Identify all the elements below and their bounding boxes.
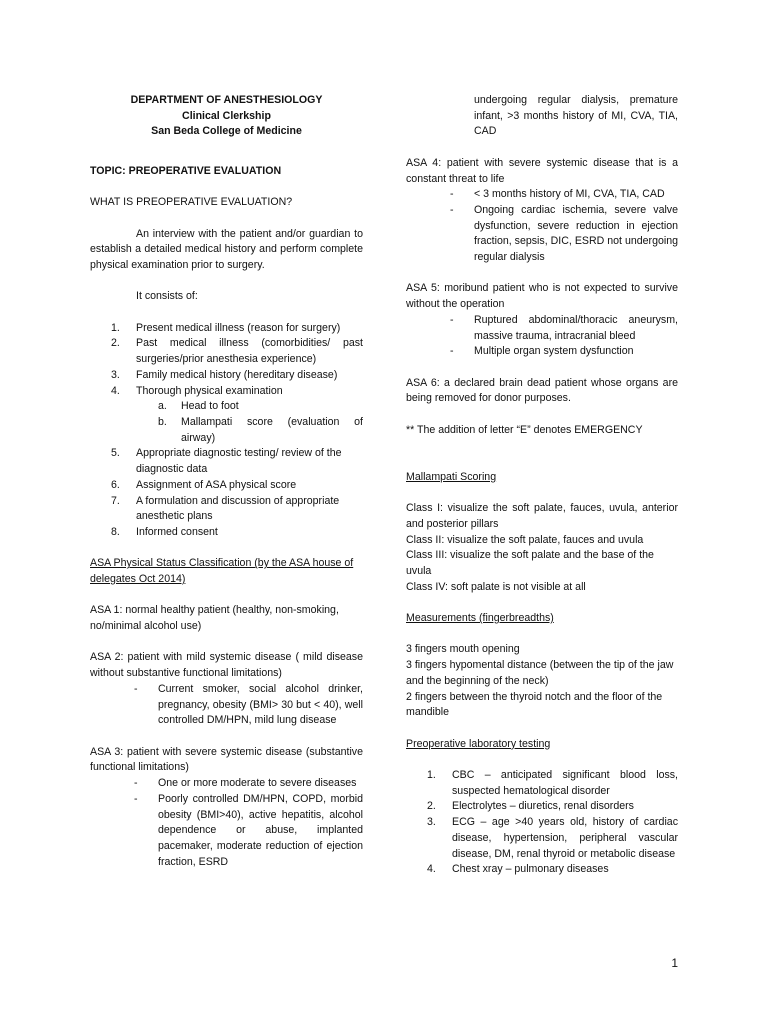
asa2-text: ASA 2: patient with mild systemic disease ( mild disease without substantive functional limitations) <box>90 651 363 680</box>
lab-heading: Preoperative laboratory testing <box>406 737 551 750</box>
list-item: 5. Appropriate diagnostic testing/ review of the diagnostic data <box>111 447 342 476</box>
list-item: - Multiple organ system dysfunction <box>450 345 634 358</box>
asa5-list <box>406 313 678 360</box>
list-item: 8. Informed consent <box>111 525 218 538</box>
asa4-list <box>406 187 678 266</box>
list-item: 3. Family medical history (hereditary disease) <box>111 368 338 381</box>
mallampati-heading: Mallampati Scoring <box>406 470 497 483</box>
list-item: 6. Assignment of ASA physical score <box>111 478 297 491</box>
clerkship-title: Clinical Clerkship <box>182 109 271 122</box>
list-item: b. Mallampati score (evaluation of airway) <box>158 415 363 444</box>
question-heading: WHAT IS PREOPERATIVE EVALUATION? <box>90 196 293 209</box>
right-column <box>406 93 678 878</box>
list-item: 2. Past medical illness (comorbidities/ past surgeries/prior anesthesia experience) <box>111 337 363 366</box>
mallampati-class-3: Class III: visualize the soft palate and the base of the uvula <box>406 549 654 577</box>
list-item: - Ongoing cardiac ischemia, severe valve dysfunction, severe reduction in ejection fraction, sepsis, DIC, ESRD not undergoing regular dialysis <box>450 203 678 264</box>
list-item: 1. Present medical illness (reason for surgery) <box>111 321 341 334</box>
list-item: 3. ECG – age >40 years old, history of cardiac disease, hypertension, peripheral vascular disease, DM, renal thyroid or metabolic disease <box>427 816 678 860</box>
college-title: San Beda College of Medicine <box>151 125 302 138</box>
list-item: a. Head to foot <box>158 400 239 413</box>
list-item: - One or more moderate to severe diseases <box>134 777 357 790</box>
list-item: 4. Chest xray – pulmonary diseases <box>427 863 609 876</box>
mallampati-class-2: Class II: visualize the soft palate, fauces and uvula <box>406 533 644 546</box>
asa-heading: ASA Physical Status Classification (by the ASA house of delegates Oct 2014) <box>90 557 354 585</box>
list-item: 2. Electrolytes – diuretics, renal disorders <box>427 800 634 813</box>
mallampati-class-4: Class IV: soft palate is not visible at all <box>406 580 586 593</box>
measurements-heading: Measurements (fingerbreadths) <box>406 612 554 625</box>
lab-list <box>406 768 678 878</box>
mallampati-class-1: Class I: visualize the soft palate, fauces, uvula, anterior and posterior pillars <box>406 502 678 530</box>
asa1-text: ASA 1: normal healthy patient (healthy, non-smoking, no/minimal alcohol use) <box>90 604 339 633</box>
dept-title: DEPARTMENT OF ANESTHESIOLOGY <box>130 94 323 106</box>
topic-heading: TOPIC: PREOPERATIVE EVALUATION <box>90 164 282 177</box>
asa6-text: ASA 6: a declared brain dead patient whose organs are being removed for donor purposes. <box>406 376 678 405</box>
exam-sublist <box>136 399 363 446</box>
consists-list <box>90 321 363 541</box>
list-item: 4. Thorough physical examination a. Head to foot b. Mallampati score (evaluation of airway) <box>90 384 363 447</box>
list-item: - Poorly controlled DM/HPN, COPD, morbid obesity (BMI>40), active hepatitis, alcohol dependence or abuse, implanted pacemaker, moderate reduction of ejection fraction, ESRD <box>134 792 363 868</box>
definition-paragraph: An interview with the patient and/or guardian to establish a detailed medical history and perform complete physical examination prior to surgery. <box>90 227 363 271</box>
measurement-item: 3 fingers hypomental distance (between the tip of the jaw and the beginning of the neck) <box>406 659 674 687</box>
list-item: 7. A formulation and discussion of appropriate anesthetic plans <box>111 494 340 523</box>
page-number: 1 <box>671 956 678 971</box>
measurement-item: 2 fingers between the thyroid notch and the floor of the mandible <box>406 690 663 719</box>
list-item: - Ruptured abdominal/thoracic aneurysm, massive trauma, intracranial bleed <box>450 313 678 342</box>
consists-label: It consists of: <box>136 290 198 303</box>
emergency-note: ** The addition of letter “E” denotes EMERGENCY <box>406 423 643 436</box>
asa3-list <box>90 776 363 870</box>
left-column <box>90 93 363 870</box>
measurement-item: 3 fingers mouth opening <box>406 643 520 656</box>
asa3-continuation: undergoing regular dialysis, premature infant, >3 months history of MI, CVA, TIA, CAD <box>474 94 678 138</box>
list-item: 1. CBC – anticipated significant blood loss, suspected hematological disorder <box>427 769 678 797</box>
asa4-text: ASA 4: patient with severe systemic disease that is a constant threat to life <box>406 156 678 185</box>
asa5-text: ASA 5: moribund patient who is not expected to survive without the operation <box>406 282 678 311</box>
asa2-list <box>90 682 363 729</box>
list-item: - < 3 months history of MI, CVA, TIA, CAD <box>450 188 665 201</box>
list-item: - Current smoker, social alcohol drinker, pregnancy, obesity (BMI> 30 but < 40), well controlled DM/HPN, mild lung disease <box>134 682 363 727</box>
asa3-text: ASA 3: patient with severe systemic disease (substantive functional limitations) <box>90 745 363 774</box>
